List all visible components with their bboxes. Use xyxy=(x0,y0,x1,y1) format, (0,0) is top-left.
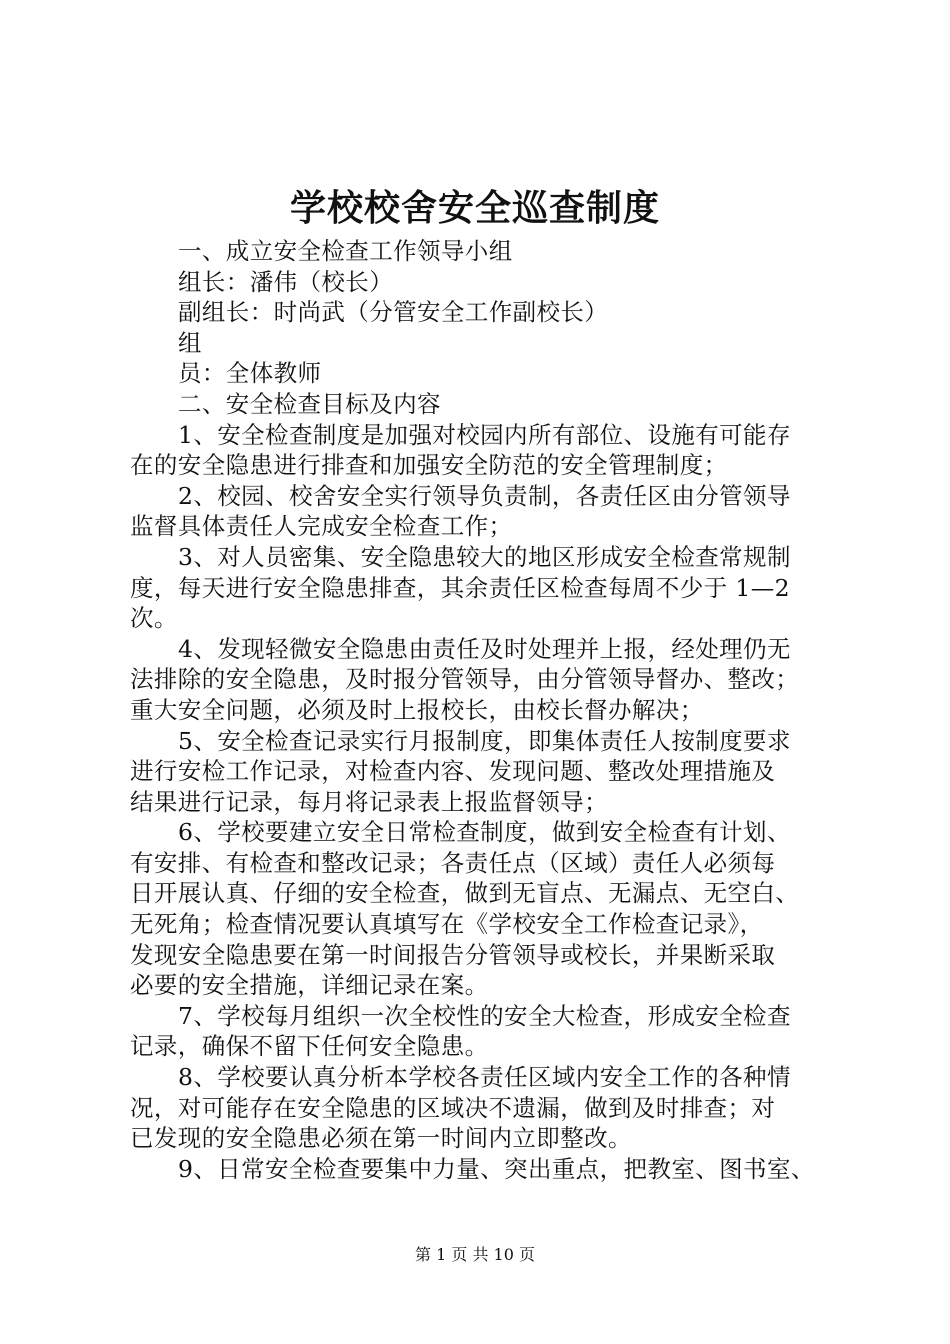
body-line: 2、校园、校舍安全实行领导负责制，各责任区由分管领导 xyxy=(178,481,791,510)
body-line: 一、成立安全检查工作领导小组 xyxy=(178,237,513,265)
body-line: 7、学校每月组织一次全校性的安全大检查，形成安全检查 xyxy=(178,1001,791,1030)
body-line: 5、安全检查记录实行月报制度，即集体责任人按制度要求 xyxy=(178,726,791,755)
body-line: 6、学校要建立安全日常检查制度，做到安全检查有计划、 xyxy=(178,818,791,847)
body-line: 已发现的安全隐患必须在第一时间内立即整改。 xyxy=(130,1124,632,1153)
body-line: 必要的安全措施，详细记录在案。 xyxy=(130,971,489,1000)
body-line: 4、发现轻微安全隐患由责任及时处理并上报，经处理仍无 xyxy=(178,634,791,663)
body-line: 监督具体责任人完成安全检查工作； xyxy=(130,512,513,541)
body-line: 员：全体教师 xyxy=(178,359,322,388)
page-footer: 第 1 页 共 10 页 xyxy=(415,1245,535,1264)
body-line: 记录，确保不留下任何安全隐患。 xyxy=(130,1032,489,1061)
body-line: 8、学校要认真分析本学校各责任区域内安全工作的各种情 xyxy=(178,1063,791,1092)
body-line: 二、安全检查目标及内容 xyxy=(178,389,441,418)
body-line: 发现安全隐患要在第一时间报告分管领导或校长，并果断采取 xyxy=(130,940,776,969)
body-line: 法排除的安全隐患，及时报分管领导，由分管领导督办、整改； xyxy=(130,665,800,694)
body-line: 有安排、有检查和整改记录；各责任点（区域）责任人必须每 xyxy=(130,848,776,877)
body-line: 3、对人员密集、安全隐患较大的地区形成安全检查常规制 xyxy=(178,542,791,571)
body-line: 重大安全问题，必须及时上报校长，由校长督办解决； xyxy=(130,695,704,724)
body-line: 副组长：时尚武（分管安全工作副校长） xyxy=(178,298,609,327)
document-title: 学校校舍安全巡查制度 xyxy=(289,187,660,229)
body-line: 组长：潘伟（校长） xyxy=(178,267,394,296)
body-line: 组 xyxy=(178,328,202,357)
body-line: 结果进行记录，每月将记录表上报监督领导； xyxy=(130,787,608,816)
document-body xyxy=(130,236,830,1184)
body-line: 次。 xyxy=(130,604,178,633)
body-line: 进行安检工作记录，对检查内容、发现问题、整改处理措施及 xyxy=(130,757,776,786)
body-line: 度，每天进行安全隐患排查，其余责任区检查每周不少于 1—2 xyxy=(130,573,790,602)
body-line: 在的安全隐患进行排查和加强安全防范的安全管理制度； xyxy=(130,451,728,480)
body-line: 日开展认真、仔细的安全检查，做到无盲点、无漏点、无空白、 xyxy=(130,879,800,908)
body-line: 况，对可能存在安全隐患的区域决不遗漏，做到及时排查；对 xyxy=(130,1093,776,1122)
body-line: 9、日常安全检查要集中力量、突出重点，把教室、图书室、 xyxy=(178,1154,815,1183)
body-line: 无死角；检查情况要认真填写在《学校安全工作检查记录》， xyxy=(130,910,764,939)
body-line: 1、安全检查制度是加强对校园内所有部位、设施有可能存 xyxy=(178,420,791,449)
